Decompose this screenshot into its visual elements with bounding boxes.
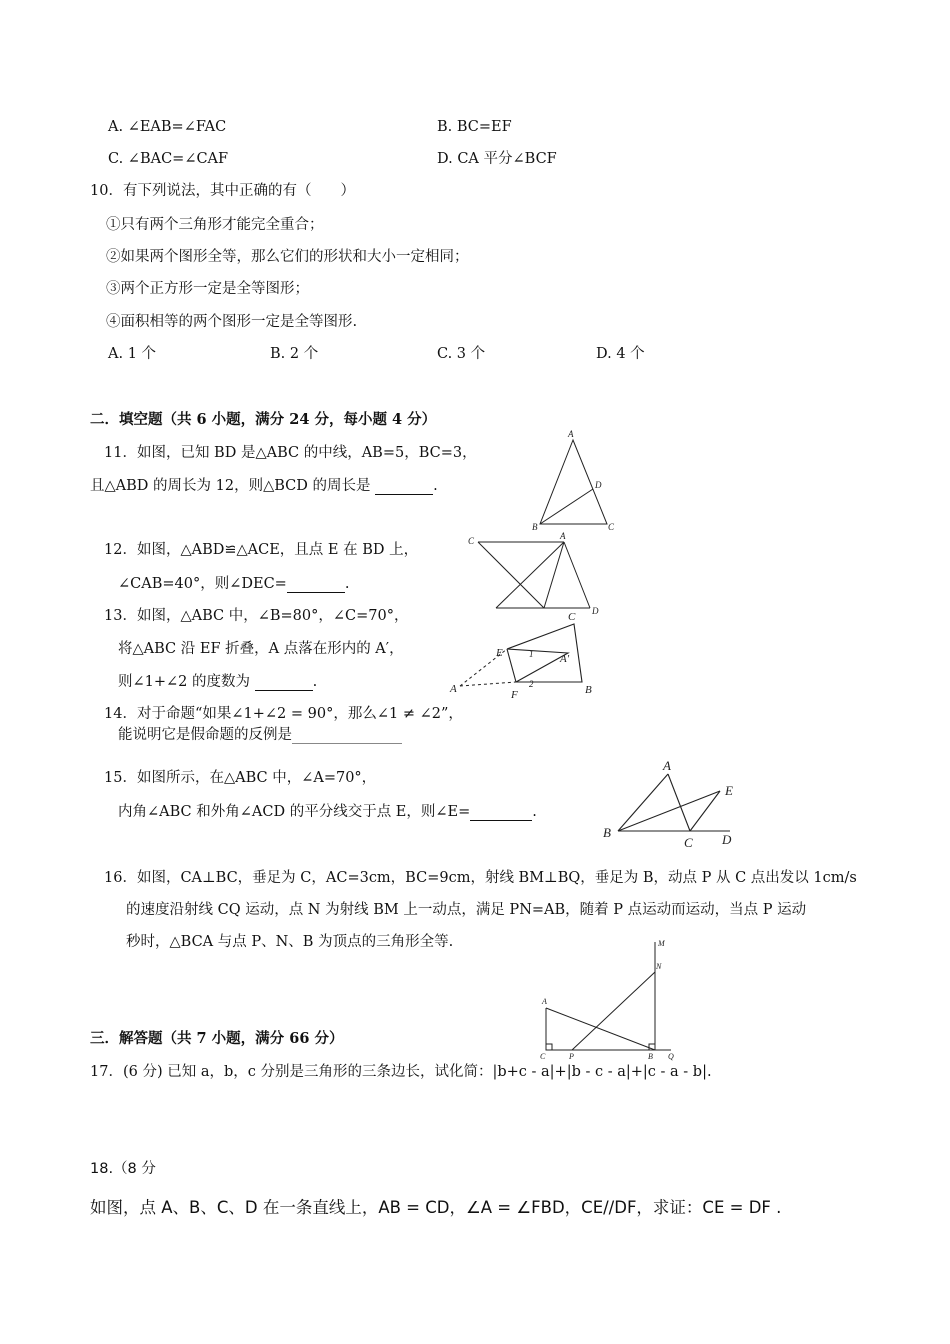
figure-15 — [600, 757, 745, 852]
label-c: C — [568, 611, 576, 623]
q10-option-c: C. 3 个 — [437, 346, 486, 362]
q10-option-b: B. 2 个 — [270, 346, 319, 362]
q15-line-1: 15．如图所示，在△ABC 中，∠A=70°， — [104, 770, 377, 786]
q11-answer-blank[interactable] — [375, 480, 433, 495]
fold-line-ef — [507, 649, 516, 682]
label-b: B — [603, 825, 611, 840]
label-p: P — [569, 1052, 574, 1061]
q16-line-1: 16．如图，CA⊥BC，垂足为 C，AC=3cm，BC=9cm，射线 BM⊥BQ，垂足为 B，动点 P 从 C 点出发以 1cm/s — [104, 870, 857, 886]
q10-statement-1: ①只有两个三角形才能完全重合； — [106, 217, 324, 233]
label-m: M — [658, 939, 665, 948]
q12-line-1: 12．如图，△ABD≌△ACE，且点 E 在 BD 上， — [104, 542, 419, 558]
figure-16 — [536, 936, 686, 1061]
label-angle-1: 1 — [529, 649, 534, 659]
q11-line-2: 且△ABD 的周长为 12，则△BCD 的周长是 . — [90, 478, 438, 494]
dashed-af — [460, 682, 516, 686]
q15-answer-blank[interactable] — [470, 806, 532, 821]
q18-text: 如图，点 A、B、C、D 在一条直线上，AB = CD，∠A = ∠FBD，CE//DF，求证：CE = DF . — [90, 1198, 782, 1217]
section-2-title: 二．填空题（共 6 小题，满分 24 分，每小题 4 分） — [90, 411, 437, 428]
figure-12 — [464, 530, 604, 615]
label-n: N — [656, 962, 662, 971]
label-angle-2: 2 — [529, 679, 534, 689]
q12-line-2: ∠CAB=40°，则∠DEC= . — [118, 576, 350, 592]
label-b: B — [648, 1052, 653, 1061]
label-e: E — [725, 783, 733, 798]
label-a: A — [568, 429, 574, 439]
q11-line-1: 11．如图，已知 BD 是△ABC 的中线，AB=5，BC=3， — [104, 445, 477, 461]
label-b: B — [532, 522, 538, 532]
q14-answer-blank[interactable] — [292, 729, 402, 744]
segment-ab — [546, 1008, 655, 1050]
label-c: C — [608, 522, 615, 532]
q14-line-1: 14．对于命题“如果∠1+∠2 = 90°，那么∠1 ≠ ∠2”， — [104, 706, 463, 722]
q12-answer-blank[interactable] — [287, 578, 345, 593]
label-q: Q — [668, 1052, 674, 1061]
q9-option-a: A. ∠EAB=∠FAC — [108, 119, 227, 135]
q10-stem: 10．有下列说法，其中正确的有（ ） — [90, 183, 355, 199]
q13-line-1: 13．如图，△ABC 中，∠B=80°，∠C=70°， — [104, 608, 409, 624]
label-a: A — [542, 997, 547, 1006]
right-angle-c — [546, 1044, 552, 1050]
label-c: C — [540, 1052, 546, 1061]
label-c: C — [468, 536, 475, 546]
label-a: A — [663, 758, 671, 773]
q16-line-2: 的速度沿射线 CQ 运动，点 N 为射线 BM 上一动点，满足 PN=AB，随着 P 点运动而运动，当点 P 运动 — [126, 902, 807, 918]
label-f: F — [511, 689, 518, 701]
segment-a-d — [564, 542, 590, 608]
label-a: A — [450, 683, 457, 695]
segment-ac — [668, 774, 690, 831]
median-bd — [540, 489, 593, 524]
q15-line-2: 内角∠ABC 和外角∠ACD 的平分线交于点 E，则∠E= . — [118, 804, 537, 820]
q10-option-a: A. 1 个 — [108, 346, 157, 362]
section-3-title: 三．解答题（共 7 小题，满分 66 分） — [90, 1030, 344, 1047]
q13-line-3: 则∠1+∠2 的度数为 . — [118, 674, 318, 690]
q14-line-2: 能说明它是假命题的反例是 — [118, 726, 402, 744]
label-d: D — [595, 480, 602, 490]
q10-statement-2: ②如果两个图形全等，那么它们的形状和大小一定相同； — [106, 249, 469, 265]
label-d: D — [722, 832, 732, 847]
q9-option-b: B. BC=EF — [437, 119, 512, 135]
segment-pn — [572, 972, 655, 1050]
q17-text: 17．(6 分) 已知 a，b，c 分别是三角形的三条边长，试化简：|b+c - a|+|b - c - a|+|c - a - b|. — [90, 1064, 712, 1080]
label-d: D — [592, 606, 599, 616]
q18-head: 18.（8 分 — [90, 1161, 156, 1177]
q10-statement-3: ③两个正方形一定是全等图形； — [106, 281, 309, 297]
label-a: A — [560, 531, 566, 541]
label-e: E — [496, 647, 503, 659]
q16-line-3: 秒时，△BCA 与点 P、N、B 为顶点的三角形全等. — [126, 934, 454, 950]
folded-triangle — [507, 649, 568, 682]
q9-option-c: C. ∠BAC=∠CAF — [108, 151, 229, 167]
q9-option-d: D. CA 平分∠BCF — [437, 151, 557, 167]
segment-c-e — [478, 542, 544, 608]
label-a-prime: A′ — [560, 653, 570, 665]
q10-statement-4: ④面积相等的两个图形一定是全等图形. — [106, 314, 358, 330]
label-c: C — [684, 835, 693, 850]
label-b: B — [585, 684, 592, 696]
q13-line-2: 将△ABC 沿 EF 折叠，A 点落在形内的 A′， — [118, 641, 404, 657]
figure-13 — [444, 606, 614, 701]
triangle-remaining — [507, 624, 582, 682]
segment-ba — [618, 774, 668, 831]
figure-11 — [530, 428, 620, 538]
q10-option-d: D. 4 个 — [596, 346, 645, 362]
q13-answer-blank[interactable] — [255, 676, 313, 691]
